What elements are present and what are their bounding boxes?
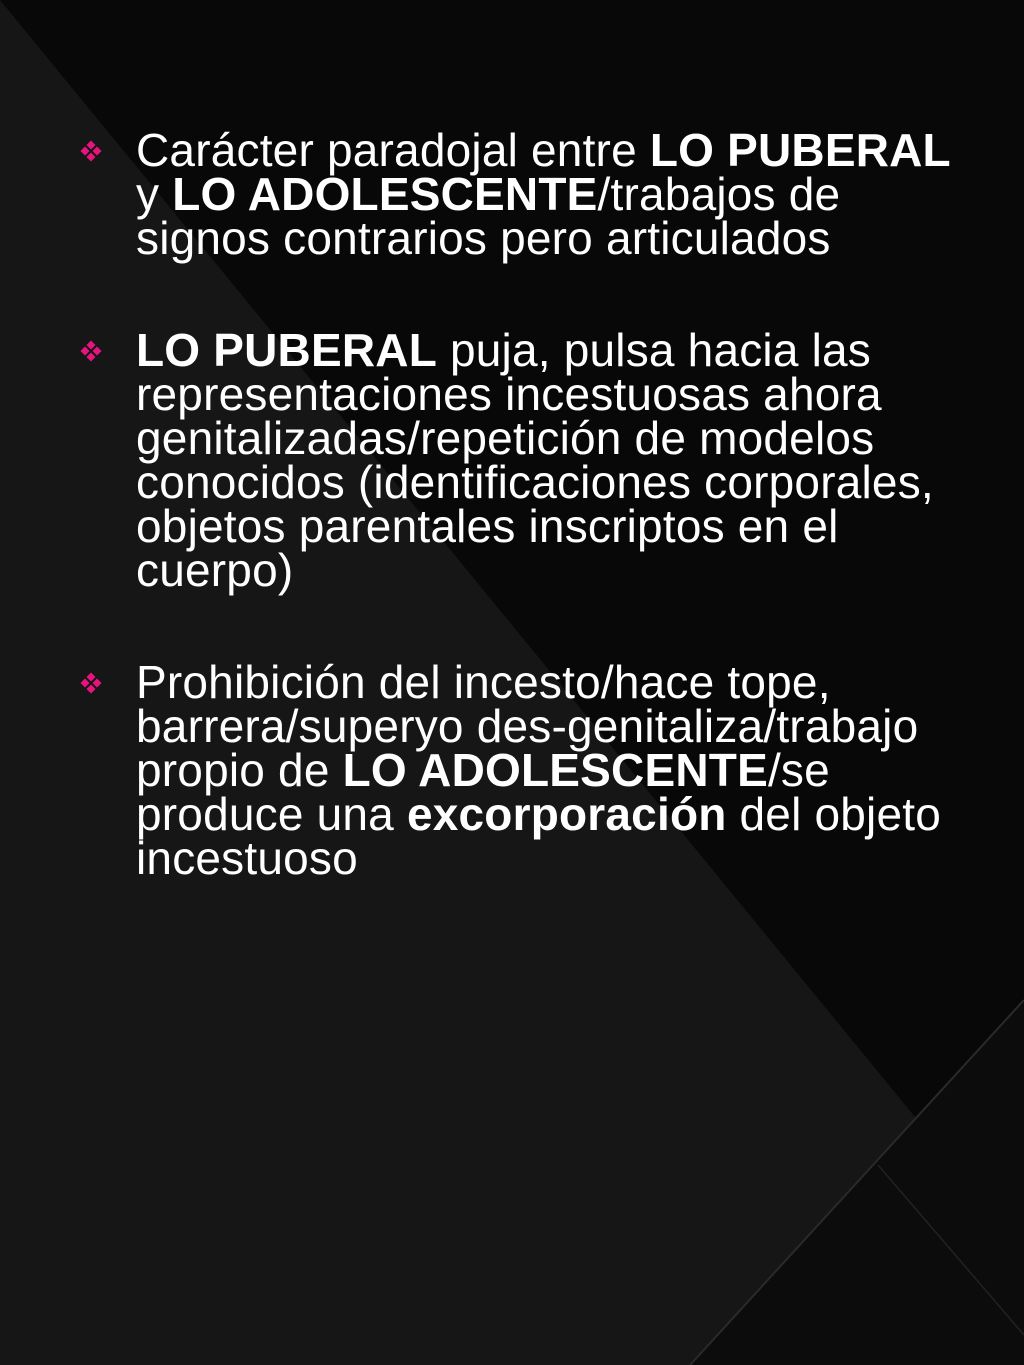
bullet-text: y bbox=[136, 168, 173, 220]
bullet-item bbox=[78, 656, 958, 884]
bullet-text-bold: LO PUBERAL bbox=[136, 324, 437, 376]
bullet-text: puja, pulsa hacia las representaciones incestuosas ahora genitalizadas/repetición de modelos conocidos (identificaciones corporales, objetos parentales inscriptos en el cuerpo) bbox=[136, 324, 934, 596]
bullet-text: Carácter paradojal entre bbox=[136, 124, 650, 176]
bullet-text-bold: LO PUBERAL bbox=[649, 124, 951, 176]
bullet-item bbox=[78, 124, 958, 264]
bullet-text: /trabajos de signos contrarios pero articulados bbox=[136, 168, 841, 264]
bullet-text: Prohibición del incesto/hace tope, barrera/superyo des-genitaliza/trabajo propio de bbox=[136, 656, 919, 796]
four-diamond-bullet-icon bbox=[80, 672, 102, 694]
bullet-text-bold: excorporación bbox=[406, 788, 727, 840]
slide-content bbox=[78, 124, 958, 884]
bullet-text-bold: LO ADOLESCENTE bbox=[342, 744, 768, 796]
four-diamond-bullet-icon bbox=[80, 340, 102, 362]
bullet-item bbox=[78, 324, 958, 596]
bullet-text: /se produce una bbox=[136, 744, 830, 840]
bullet-text-bold: LO ADOLESCENTE bbox=[172, 168, 598, 220]
four-diamond-bullet-icon bbox=[80, 140, 102, 162]
bullet-text: del objeto incestuoso bbox=[136, 788, 942, 884]
